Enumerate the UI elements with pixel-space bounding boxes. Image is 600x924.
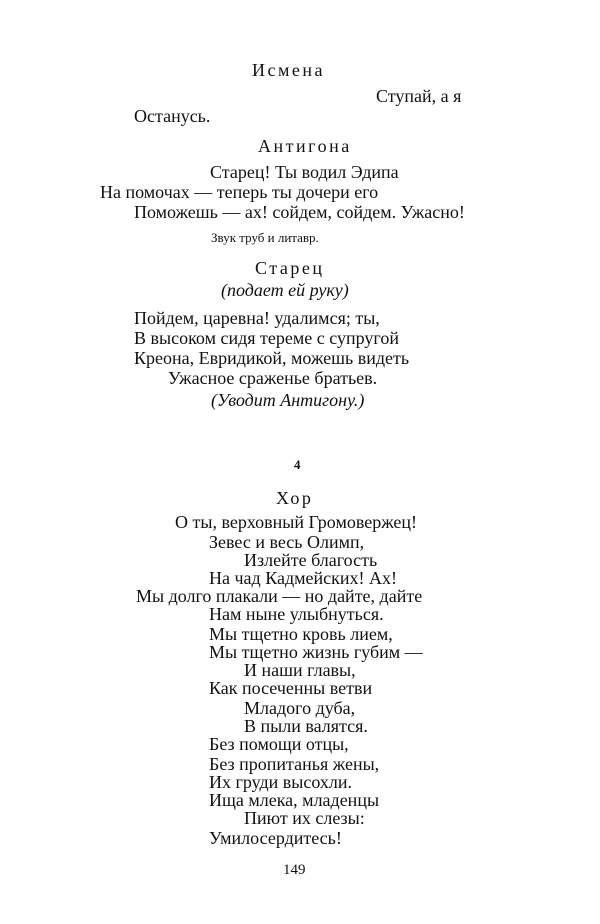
verse-line: Как посеченны ветви <box>209 678 373 698</box>
speaker-chorus: Хор <box>276 488 314 508</box>
verse-line: Пойдем, царевна! удалимся; ты, <box>134 308 380 328</box>
verse-line: Пиют их слезы: <box>244 808 365 828</box>
verse-line: Останусь. <box>134 106 211 126</box>
page-number: 149 <box>283 862 306 878</box>
stage-direction: Звук труб и литавр. <box>211 230 319 245</box>
verse-line: Мы долго плакали — но дайте, дайте <box>136 586 423 606</box>
verse-line: Нам ныне улыбнуться. <box>209 604 384 624</box>
verse-line: Ища млека, младенцы <box>209 790 380 810</box>
verse-line: Их груди высохли. <box>209 772 353 792</box>
verse-line: Старец! Ты водил Эдипа <box>210 162 399 182</box>
verse-line: Поможешь — ах! сойдем, сойдем. Ужасно! <box>134 202 465 222</box>
verse-line: Без пропитанья жены, <box>209 754 380 774</box>
verse-line: Умилосердитесь! <box>209 828 342 848</box>
verse-line: Мы тщетно жизнь губим — <box>209 642 423 662</box>
speaker-antigone: Антигона <box>258 136 352 156</box>
verse-line: Мы тщетно кровь лием, <box>209 624 393 644</box>
verse-line: Ступай, а я <box>376 86 462 106</box>
verse-line: О ты, верховный Громовержец! <box>175 512 418 532</box>
stage-direction: (Уводит Антигону.) <box>211 390 365 410</box>
verse-line: Зевес и весь Олимп, <box>209 532 365 552</box>
verse-line: В высоком сидя тереме с супругой <box>134 328 399 348</box>
verse-line: И наши главы, <box>244 660 356 680</box>
verse-line: В пыли валятся. <box>244 716 368 736</box>
verse-line: Младого дуба, <box>244 698 356 718</box>
verse-line: Излейте благость <box>244 550 378 570</box>
speaker-elder: Старец <box>255 258 325 278</box>
verse-line: На помочах — теперь ты дочери его <box>100 182 379 202</box>
section-number: 4 <box>294 457 301 472</box>
verse-line: Ужасное сраженье братьев. <box>168 368 378 388</box>
speaker-ismena: Исмена <box>252 60 325 80</box>
verse-line: Креона, Евридикой, можешь видеть <box>134 348 410 368</box>
verse-line: На чад Кадмейских! Ах! <box>209 568 397 588</box>
stage-direction: (подает ей руку) <box>221 280 349 300</box>
verse-line: Без помощи отцы, <box>209 734 349 754</box>
